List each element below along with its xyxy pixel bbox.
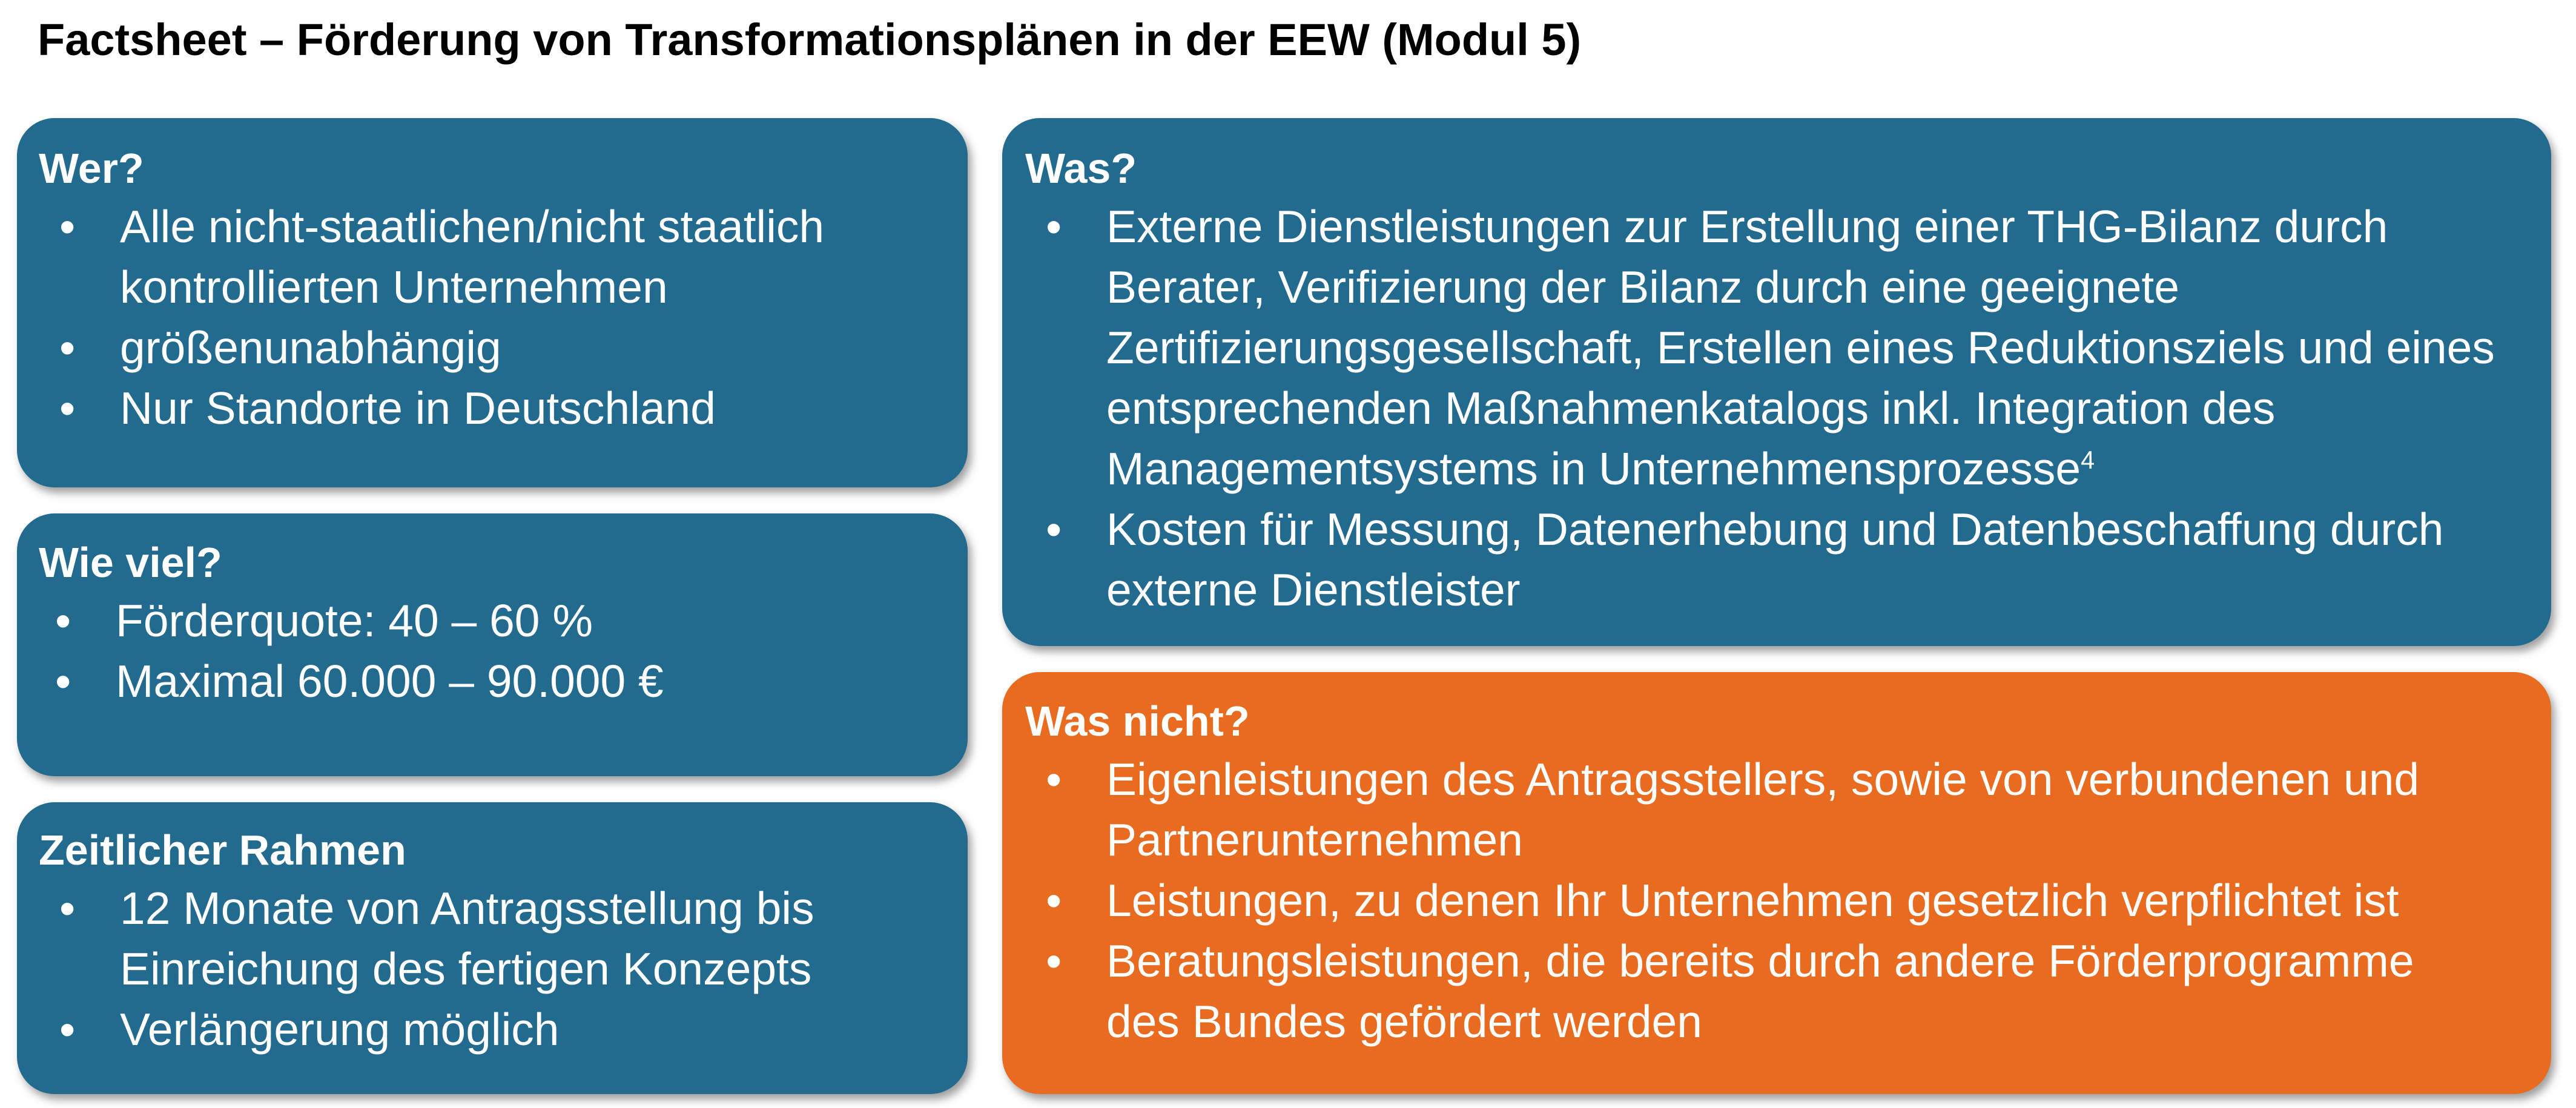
card-list-wie-viel [116,590,968,711]
list-item-line: Berater, Verifizierung der Bilanz durch eine geeignete [1106,262,2179,312]
card-heading-wie-viel: Wie viel? [39,539,222,586]
list-item [120,999,968,1060]
card-wie-viel [17,513,968,776]
card-wer [17,118,968,487]
list-item-text: Managementsystems in Unternehmensprozesse [1106,443,2081,494]
list-item [116,651,968,711]
list-item-line: • Beratungsleistungen, die bereits durch andere Förderprogramme [1106,935,2414,986]
list-item-line: • Nur Standorte in Deutschland [120,383,716,434]
list-item-line: • Alle nicht-staatlichen/nicht staatlich [120,201,825,252]
list-item [120,196,968,317]
list-item-line: Partnerunternehmen [1106,814,1523,865]
list-item [116,590,968,651]
list-item-line: • Maximal 60.000 – 90.000 € [116,656,664,707]
list-item [120,378,968,438]
card-list-was [1106,196,2551,620]
card-list-wer [120,196,968,438]
list-item [1106,931,2551,1052]
list-item-line: • Leistungen, zu denen Ihr Unternehmen gesetzlich verpflichtet ist [1106,875,2399,926]
list-item-line: entsprechenden Maßnahmenkatalogs inkl. Integration des [1106,383,2276,434]
list-item-line: • Externe Dienstleistungen zur Erstellung einer THG-Bilanz durch [1106,201,2388,252]
list-item-line: • 12 Monate von Antragsstellung bis [120,883,814,934]
card-list-zeitlicher-rahmen [120,878,968,1060]
page-title: Factsheet – Förderung von Transformationsplänen in der EEW (Modul 5) [38,15,1582,65]
card-list-was-nicht [1106,749,2551,1052]
list-item [1106,196,2551,499]
list-item [1106,499,2551,620]
list-item-line: des Bundes gefördert werden [1106,996,1702,1047]
card-heading-zeitlicher-rahmen: Zeitlicher Rahmen [39,826,406,874]
list-item-line: kontrollierten Unternehmen [120,262,668,312]
list-item [1106,870,2551,931]
list-item-line: Zertifizierungsgesellschaft, Erstellen eines Reduktionsziels und eines [1106,322,2495,373]
list-item [120,317,968,378]
list-item [120,878,968,999]
footnote-marker: 4 [2081,446,2095,474]
card-heading-was-nicht: Was nicht? [1025,697,1250,745]
list-item [1106,749,2551,870]
list-item-line: • Verlängerung möglich [120,1004,560,1055]
list-item-line: • Förderquote: 40 – 60 % [116,595,593,646]
list-item-line: externe Dienstleister [1106,564,1521,615]
card-heading-was: Was? [1025,145,1137,192]
card-was [1002,118,2551,646]
list-item-line: • größenunabhängig [120,322,501,373]
card-heading-wer: Wer? [39,145,144,192]
list-item-line: • Eigenleistungen des Antragsstellers, sowie von verbundenen und [1106,754,2420,805]
list-item-line: • Kosten für Messung, Datenerhebung und Datenbeschaffung durch [1106,504,2444,555]
list-item-line: Einreichung des fertigen Konzepts [120,943,812,994]
list-item-line-with-footnote [1106,438,2551,499]
card-was-nicht [1002,672,2551,1094]
card-zeitlicher-rahmen [17,802,968,1094]
